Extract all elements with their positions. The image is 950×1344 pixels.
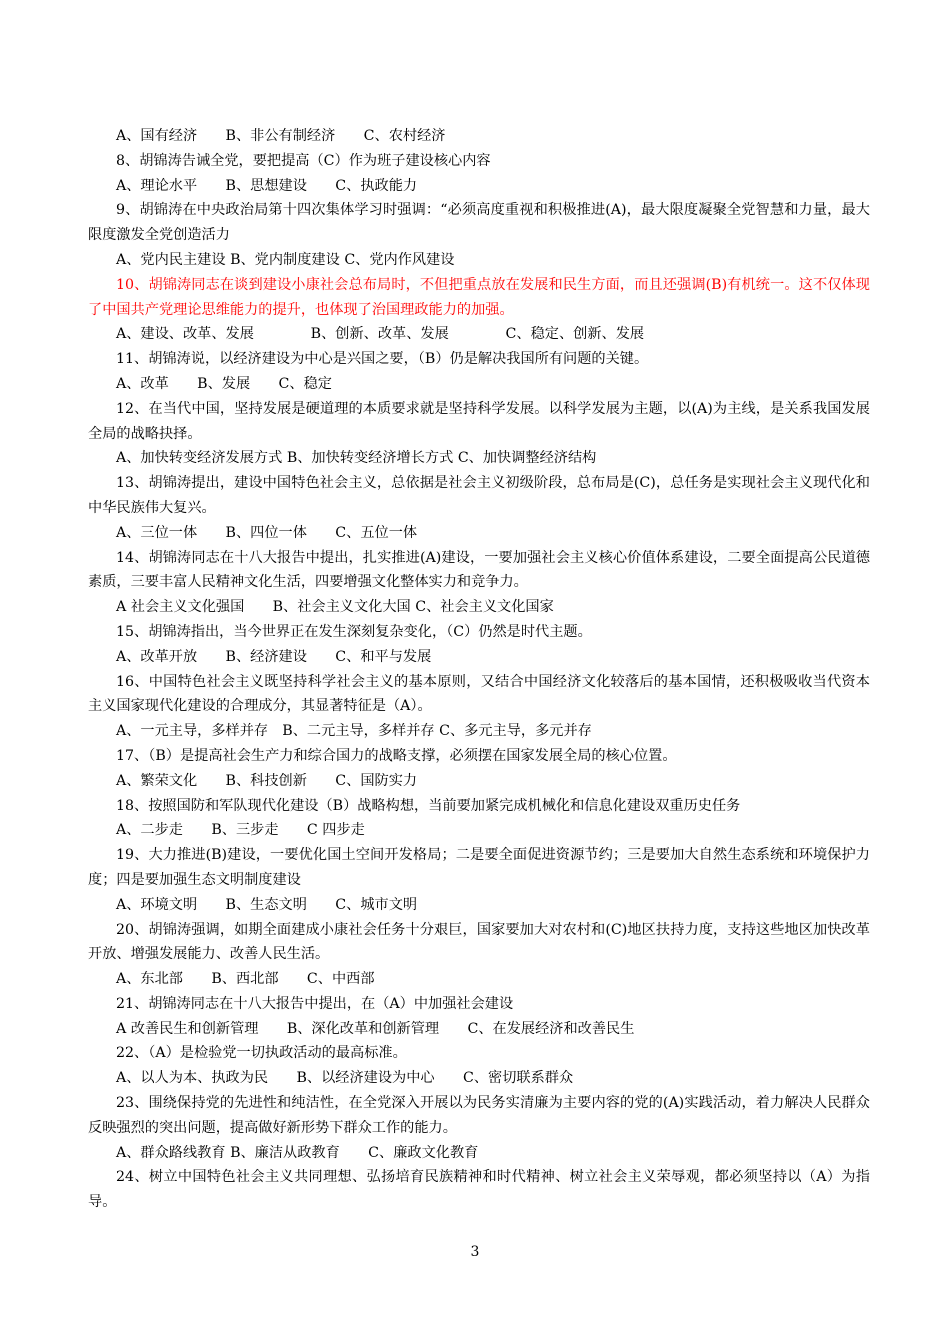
option-line: A、繁荣文化 B、科技创新 C、国防实力	[116, 772, 418, 789]
option-line: A、东北部 B、西北部 C、中西部	[116, 971, 375, 988]
option-line: A、群众路线教育 B、廉洁从政教育 C、廉政文化教育	[116, 1144, 479, 1161]
option-line: A、改革 B、发展 C、稳定	[116, 375, 332, 392]
option-line: A 改善民生和创新管理 B、深化改革和创新管理 C、在发展经济和改善民生	[116, 1020, 635, 1037]
question-line: 11、胡锦涛说，以经济建设为中心是兴国之要，（B）仍是解决我国所有问题的关键。	[116, 351, 649, 368]
option-line: A、改革开放 B、经济建设 C、和平与发展	[116, 648, 432, 665]
option-line: A、二步走 B、三步走 C 四步走	[116, 822, 365, 839]
question-line: 20、胡锦涛强调，如期全面建成小康社会任务十分艰巨，国家要加大对农村和(C)地区扶持力度，支持这些地区加快改革开放、增强发展能力、改善人民生活。	[88, 921, 870, 963]
question-line: 12、在当代中国，坚持发展是硬道理的本质要求就是坚持科学发展。以科学发展为主题，以(A)为主线，是关系我国发展全局的战略抉择。	[88, 400, 870, 442]
option-line: A、环境文明 B、生态文明 C、城市文明	[116, 896, 418, 913]
question-line: 8、胡锦涛告诫全党，要把提高（C）作为班子建设核心内容	[116, 152, 491, 169]
document-body	[88, 124, 870, 1215]
question-line: 9、胡锦涛在中央政治局第十四次集体学习时强调：“必须高度重视和积极推进(A)，最大限度凝聚全党智慧和力量，最大限度激发全党创造活力	[88, 202, 870, 244]
question-line: 14、胡锦涛同志在十八大报告中提出，扎实推进(A)建设，一要加强社会主义核心价值体系建设，二要全面提高公民道德素质，三要丰富人民精神文化生活，四要增强文化整体实力和竞争力。	[88, 549, 870, 591]
question-line: 18、按照国防和军队现代化建设（B）战略构想，当前要加紧完成机械化和信息化建设双重历史任务	[116, 797, 741, 814]
page-number: 3	[470, 1244, 480, 1260]
option-line: A、建设、改革、发展 B、创新、改革、发展 C、稳定、创新、发展	[116, 326, 645, 343]
option-line: A、以人为本、执政为民 B、以经济建设为中心 C、密切联系群众	[116, 1070, 574, 1087]
option-line: A 社会主义文化强国 B、社会主义文化大国 C、社会主义文化国家	[116, 599, 554, 616]
question-line: 13、胡锦涛提出，建设中国特色社会主义，总依据是社会主义初级阶段，总布局是(C)，总任务是实现社会主义现代化和中华民族伟大复兴。	[88, 475, 870, 516]
option-line: A、国有经济 B、非公有制经济 C、农村经济	[116, 128, 446, 144]
option-line: A、加快转变经济发展方式 B、加快转变经济增长方式 C、加快调整经济结构	[116, 450, 597, 467]
option-line: A、三位一体 B、四位一体 C、五位一体	[116, 524, 418, 541]
question-line: 24、树立中国特色社会主义共同理想、弘扬培育民族精神和时代精神、树立社会主义荣辱观，都必须坚持以（A）为指导。	[88, 1169, 870, 1211]
option-line: A、理论水平 B、思想建设 C、执政能力	[116, 177, 418, 194]
question-line: 15、胡锦涛指出，当今世界正在发生深刻复杂变化，（C）仍然是时代主题。	[116, 623, 592, 640]
question-line: 19、大力推进(B)建设，一要优化国土空间开发格局；二是要全面促进资源节约；三是要加大自然生态系统和环境保护力度；四是要加强生态文明制度建设	[88, 847, 870, 888]
option-line: A、一元主导，多样并存 B、二元主导，多样并存 C、多元主导，多元并存	[116, 723, 592, 740]
option-line: A、党内民主建设 B、党内制度建设 C、党内作风建设	[116, 251, 455, 268]
question-line-highlighted: 10、胡锦涛同志在谈到建设小康社会总布局时，不但把重点放在发展和民生方面，而且还强调(B)有机统一。这不仅体现了中国共产党理论思维能力的提升，也体现了治国理政能力的加强。	[88, 276, 870, 318]
question-line: 21、胡锦涛同志在十八大报告中提出，在（A）中加强社会建设	[116, 995, 514, 1012]
question-line: 23、围绕保持党的先进性和纯洁性，在全党深入开展以为民务实清廉为主要内容的党的(A)实践活动，着力解决人民群众反映强烈的突出问题，提高做好新形势下群众工作的能力。	[88, 1095, 870, 1136]
question-line: 22、（A）是检验党一切执政活动的最高标准。	[116, 1045, 407, 1062]
question-line: 16、中国特色社会主义既坚持科学社会主义的基本原则，又结合中国经济文化较落后的基本国情，还积极吸收当代资本主义国家现代化建设的合理成分，其显著特征是（A）。	[88, 673, 870, 715]
question-line: 17、（B）是提高社会生产力和综合国力的战略支撑，必须摆在国家发展全局的核心位置。	[116, 747, 677, 764]
